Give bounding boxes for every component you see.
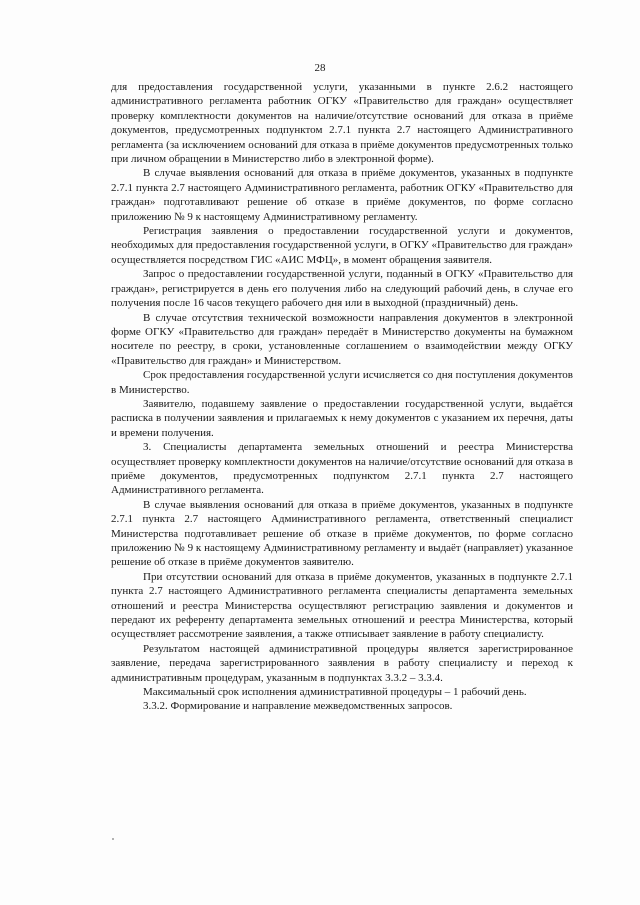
paragraph-paper-transfer: В случае отсутствия технической возможности направления документов в электронной форме ОГКУ «Правительство для граждан» передаёт в Министерство документы на бумажном носителе по реестру, в сроки, установленные соглашением о взаимодействии между ОГКУ «Правительство для граждан» и Министерством. xyxy=(111,311,573,367)
paragraph-result: Результатом настоящей административной процедуры является зарегистрированное заявление, передача зарегистрированного заявления в работу специалисту и переход к административным процедурам, указанным в подпунктах 3.3.2 – 3.3.4. xyxy=(111,642,573,684)
paragraph-refusal-mfc: В случае выявления оснований для отказа в приёме документов, указанных в подпункте 2.7.1 пункта 2.7 настоящего Административного регламента, работник ОГКУ «Правительство для граждан» подготавливают решение об отказе в приёме документов, по форме согласно приложению № 9 к настоящему Административному регламенту. xyxy=(111,167,573,223)
paragraph-ministry-check: 3. Специалисты департамента земельных отношений и реестра Министерства осуществляет проверку комплектности документов на наличие/отсутствие оснований для отказа в приёме документов, предусмотренных подпунктом 2.7.1 пункта 2.7 настоящего Административного регламента. xyxy=(111,441,573,497)
scan-artifact-dot xyxy=(112,838,114,840)
paragraph-refusal-ministry: В случае выявления оснований для отказа в приёме документов, указанных в подпункте 2.7.1 пункта 2.7 настоящего Административного регламента, ответственный специалист Министерства подготавливает решение об отказе в приёме документов, по форме согласно приложению № 9 к настоящему Административному регламенту и выдаёт (направляет) указанное решение об отказе в приёме документов заявителю. xyxy=(111,498,573,569)
paragraph-receipt: Заявителю, подавшему заявление о предоставлении государственной услуги, выдаётся расписка в получении заявления и прилагаемых к нему документов с указанием их перечня, даты и времени получения. xyxy=(111,397,573,439)
paragraph-continuation: для предоставления государственной услуги, указанными в пункте 2.6.2 настоящего административного регламента работник ОГКУ «Правительство для граждан» осуществляет проверку комплектности документов на наличие/отсутствие оснований для отказа в приёме документов, предусмотренных подпунктом 2.7.1 пункта 2.7 настоящего Административного регламента (за исключением оснований для отказа в приёме документов предусмотренных только при личном обращении в Министерство либо в электронной форме). xyxy=(111,81,573,166)
paragraph-registration: Регистрация заявления о предоставлении государственной услуги и документов, необходимых для предоставления государственной услуги, в ОГКУ «Правительство для граждан» осуществляется посредством ГИС «АИС МФЦ», в момент обращения заявителя. xyxy=(111,225,573,266)
page-number: 28 xyxy=(314,62,326,74)
paragraph-max-term: Максимальный срок исполнения административной процедуры – 1 рабочий день. xyxy=(143,686,527,699)
paragraph-service-term: Срок предоставления государственной услуги исчисляется со дня поступления документов в Министерство. xyxy=(111,369,573,396)
paragraph-section-heading: 3.3.2. Формирование и направление межведомственных запросов. xyxy=(143,700,453,713)
document-body xyxy=(111,80,573,714)
paragraph-no-grounds: При отсутствии оснований для отказа в приёме документов, указанных в подпункте 2.7.1 пункта 2.7 настоящего Административного регламента специалисты департамента земельных отношений и реестра Министерства осуществляют регистрацию заявления и документов и передают их референту департамента земельных отношений и реестра Министерства, который осуществляет рассмотрение заявления, а также отписывает заявление в работу специалисту. xyxy=(111,570,573,641)
paragraph-request-registration: Запрос о предоставлении государственной услуги, поданный в ОГКУ «Правительство для граждан», регистрируется в день его получения либо на следующий рабочий день, в случае его получения после 16 часов текущего рабочего дня или в выходной (праздничный) день. xyxy=(111,268,573,310)
